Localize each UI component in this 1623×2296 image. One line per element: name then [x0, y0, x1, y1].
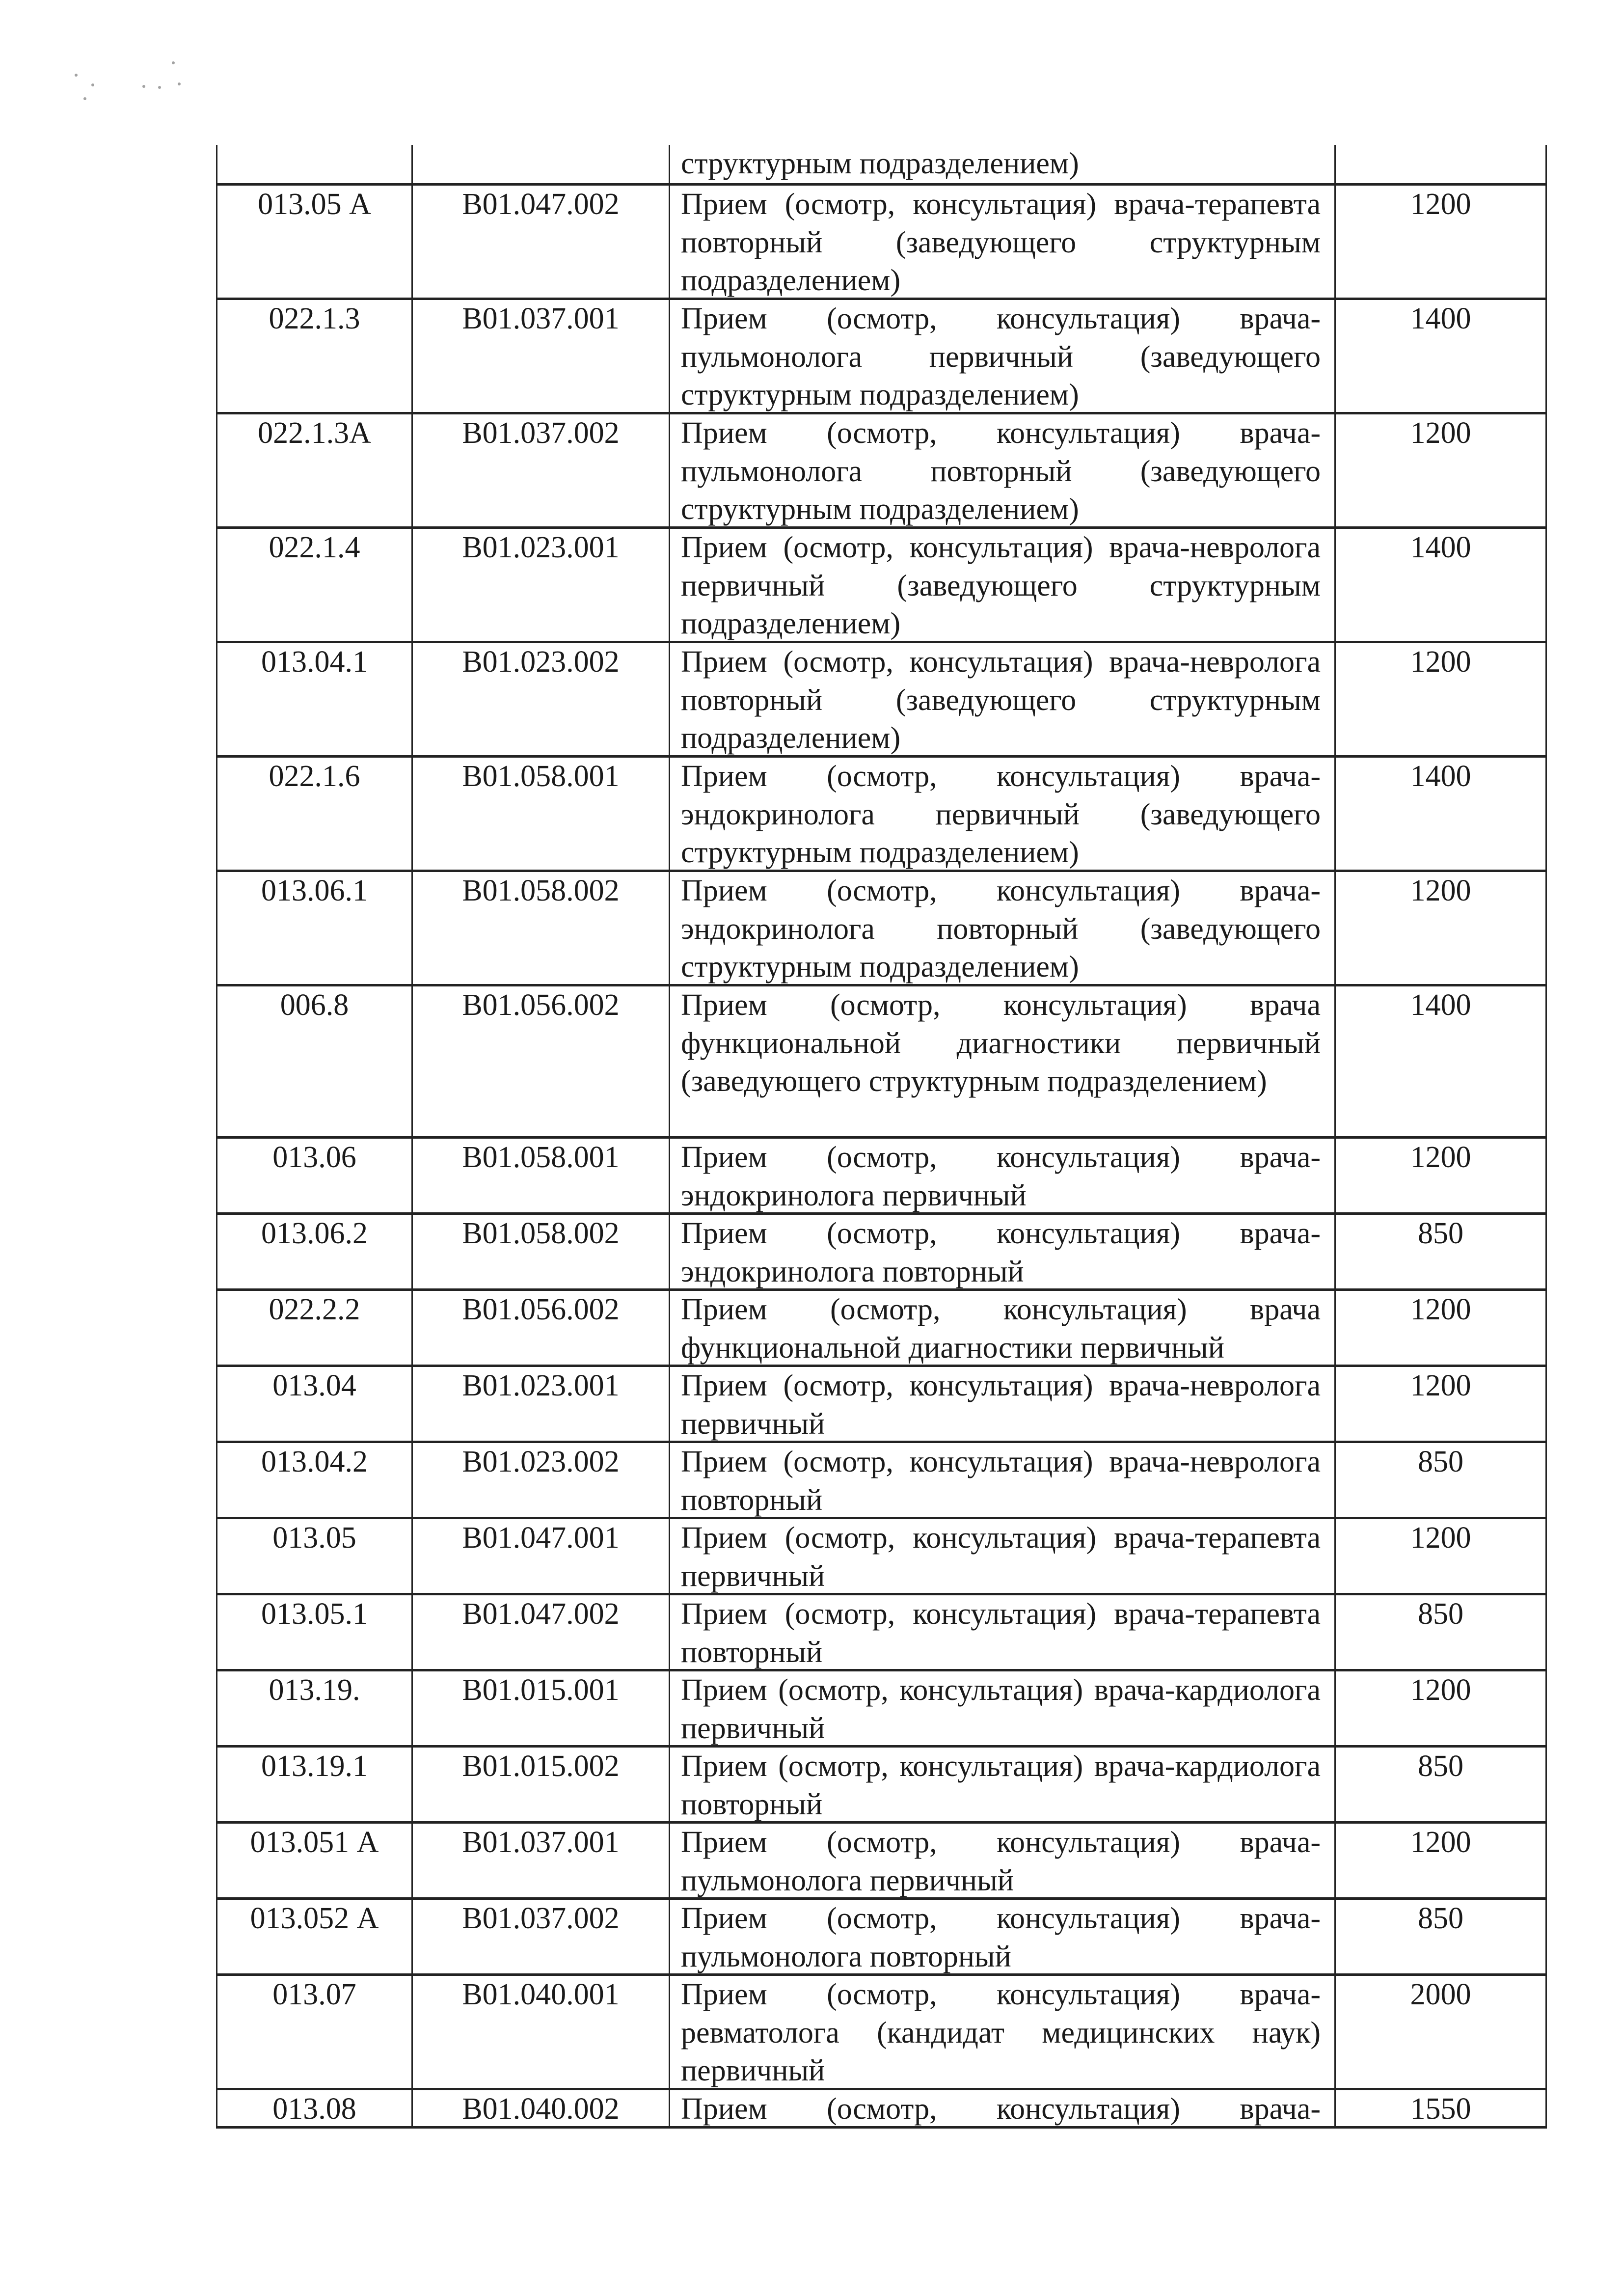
cell-code: 013.07 — [217, 1976, 413, 2088]
table-row — [217, 755, 1545, 870]
cell-description: Прием (осмотр, консультация) врача-пульмонолога первичный — [670, 1824, 1336, 1897]
cell-price: 2000 — [1410, 1978, 1471, 2011]
cell-price: 850 — [1418, 1749, 1463, 1783]
cell-description: Прием (осмотр, консультация) врача-пульмонолога первичный (заведующего структурным подразделением) — [670, 300, 1336, 412]
scan-artifact — [158, 86, 161, 89]
table-row — [217, 641, 1545, 755]
cell-service-code: В01.047.002 — [413, 186, 670, 298]
cell-code: 013.05 А — [217, 186, 413, 298]
cell-price: 850 — [1418, 1902, 1463, 1935]
cell-price: 1400 — [1410, 760, 1471, 793]
table-row — [217, 183, 1545, 298]
scan-artifact — [75, 74, 78, 77]
cell-description: Прием (осмотр, консультация) врача-невролога повторный — [670, 1443, 1336, 1517]
cell-service-code: В01.037.001 — [413, 1824, 670, 1897]
cell-service-code: В01.015.001 — [413, 1671, 670, 1745]
cell-price — [1336, 145, 1545, 183]
table-row — [217, 412, 1545, 526]
cell-service-code: В01.056.002 — [413, 1291, 670, 1365]
cell-service-code: В01.058.002 — [413, 1215, 670, 1288]
cell-price: 1200 — [1410, 645, 1471, 679]
cell-price: 850 — [1418, 1445, 1463, 1478]
cell-description: структурным подразделением) — [670, 145, 1336, 183]
cell-code: 013.051 А — [217, 1824, 413, 1897]
cell-description: Прием (осмотр, консультация) врача-терапевта повторный — [670, 1595, 1336, 1669]
cell-price: 1200 — [1410, 188, 1471, 221]
cell-description: Прием (осмотр, консультация) врача-эндокринолога повторный (заведующего структурным подразделением) — [670, 872, 1336, 984]
table-row — [217, 2088, 1545, 2126]
cell-code: 013.05.1 — [217, 1595, 413, 1669]
table-row — [217, 298, 1545, 412]
cell-service-code — [413, 145, 670, 183]
cell-code: 022.1.3А — [217, 414, 413, 526]
cell-description: Прием (осмотр, консультация) врача-невролога первичный (заведующего структурным подразделением) — [670, 529, 1336, 641]
cell-code — [217, 145, 413, 183]
cell-code: 013.06 — [217, 1139, 413, 1212]
cell-code: 013.06.1 — [217, 872, 413, 984]
scan-artifact — [142, 85, 145, 88]
cell-service-code: В01.058.001 — [413, 758, 670, 870]
cell-code: 022.1.6 — [217, 758, 413, 870]
cell-price: 1200 — [1410, 416, 1471, 450]
cell-service-code: В01.037.002 — [413, 1900, 670, 1973]
cell-code: 013.19.1 — [217, 1748, 413, 1821]
cell-service-code: В01.023.002 — [413, 643, 670, 755]
table-row — [217, 1593, 1545, 1669]
cell-code: 013.052 А — [217, 1900, 413, 1973]
scan-artifact — [83, 97, 86, 100]
cell-service-code: В01.056.002 — [413, 986, 670, 1136]
cell-price: 1400 — [1410, 988, 1471, 1022]
table-row — [217, 1136, 1545, 1212]
cell-service-code: В01.023.002 — [413, 1443, 670, 1517]
cell-service-code: В01.015.002 — [413, 1748, 670, 1821]
cell-code: 013.06.2 — [217, 1215, 413, 1288]
cell-service-code: В01.023.001 — [413, 1367, 670, 1441]
cell-price: 850 — [1418, 1597, 1463, 1631]
cell-code: 013.04 — [217, 1367, 413, 1441]
cell-description: Прием (осмотр, консультация) врача-эндокринолога первичный (заведующего структурным подразделением) — [670, 758, 1336, 870]
cell-service-code: В01.047.001 — [413, 1519, 670, 1593]
cell-price: 1400 — [1410, 302, 1471, 335]
cell-service-code: В01.047.002 — [413, 1595, 670, 1669]
table-body — [217, 183, 1545, 2126]
cell-price: 1200 — [1410, 1293, 1471, 1326]
table-row — [217, 1365, 1545, 1441]
table-row — [217, 1897, 1545, 1973]
cell-code: 013.04.2 — [217, 1443, 413, 1517]
cell-description: Прием (осмотр, консультация) врача-эндокринолога повторный — [670, 1215, 1336, 1288]
cell-code: 013.19. — [217, 1671, 413, 1745]
cell-price: 1400 — [1410, 531, 1471, 564]
table-row — [217, 1973, 1545, 2088]
cell-price: 1200 — [1410, 1369, 1471, 1402]
cell-description: Прием (осмотр, консультация) врача-невролога первичный — [670, 1367, 1336, 1441]
cell-description: Прием (осмотр, консультация) врача-эндокринолога первичный — [670, 1139, 1336, 1212]
cell-service-code: В01.058.001 — [413, 1139, 670, 1212]
cell-code: 022.1.4 — [217, 529, 413, 641]
table-row — [217, 1669, 1545, 1745]
cell-description: Прием (осмотр, консультация) врача-кардиолога первичный — [670, 1671, 1336, 1745]
table-row — [217, 526, 1545, 641]
cell-code: 006.8 — [217, 986, 413, 1136]
cell-description: Прием (осмотр, консультация) врача-невролога повторный (заведующего структурным подразделением) — [670, 643, 1336, 755]
table-row — [217, 984, 1545, 1136]
cell-description: Прием (осмотр, консультация) врача функциональной диагностики первичный (заведующего структурным подразделением) — [670, 986, 1336, 1136]
cell-description: Прием (осмотр, консультация) врача-ревматолога (кандидат медицинских наук) первичный — [670, 1976, 1336, 2088]
cell-service-code: В01.037.001 — [413, 300, 670, 412]
cell-description: Прием (осмотр, консультация) врача- — [670, 2090, 1336, 2126]
cell-price: 1200 — [1410, 1521, 1471, 1555]
cell-description: Прием (осмотр, консультация) врача-терапевта первичный — [670, 1519, 1336, 1593]
cell-description: Прием (осмотр, консультация) врача-кардиолога повторный — [670, 1748, 1336, 1821]
cell-service-code: В01.040.001 — [413, 1976, 670, 2088]
cell-price: 1200 — [1410, 874, 1471, 907]
scan-artifact — [172, 61, 175, 64]
cell-service-code: В01.058.002 — [413, 872, 670, 984]
cell-description: Прием (осмотр, консультация) врача-терапевта повторный (заведующего структурным подразделением) — [670, 186, 1336, 298]
table-row — [217, 1517, 1545, 1593]
table-row — [217, 1745, 1545, 1821]
cell-price: 850 — [1418, 1217, 1463, 1250]
table-row — [217, 1212, 1545, 1288]
scan-artifact — [178, 82, 181, 85]
cell-service-code: В01.023.001 — [413, 529, 670, 641]
table-row — [217, 1821, 1545, 1897]
cell-description: Прием (осмотр, консультация) врача функциональной диагностики первичный — [670, 1291, 1336, 1365]
cell-service-code: В01.037.002 — [413, 414, 670, 526]
scan-artifact — [91, 83, 94, 86]
cell-service-code: В01.040.002 — [413, 2090, 670, 2126]
cell-code: 013.05 — [217, 1519, 413, 1593]
cell-code: 013.04.1 — [217, 643, 413, 755]
table-row-continued — [217, 145, 1545, 183]
cell-price: 1200 — [1410, 1141, 1471, 1174]
cell-price: 1550 — [1410, 2092, 1471, 2126]
cell-price: 1200 — [1410, 1673, 1471, 1707]
cell-code: 022.1.3 — [217, 300, 413, 412]
cell-code: 022.2.2 — [217, 1291, 413, 1365]
table-row — [217, 870, 1545, 984]
cell-description: Прием (осмотр, консультация) врача-пульмонолога повторный (заведующего структурным подразделением) — [670, 414, 1336, 526]
cell-code: 013.08 — [217, 2090, 413, 2126]
cell-description: Прием (осмотр, консультация) врача-пульмонолога повторный — [670, 1900, 1336, 1973]
price-table — [216, 145, 1547, 2129]
table-row — [217, 1441, 1545, 1517]
cell-price: 1200 — [1410, 1826, 1471, 1859]
table-row — [217, 1288, 1545, 1365]
